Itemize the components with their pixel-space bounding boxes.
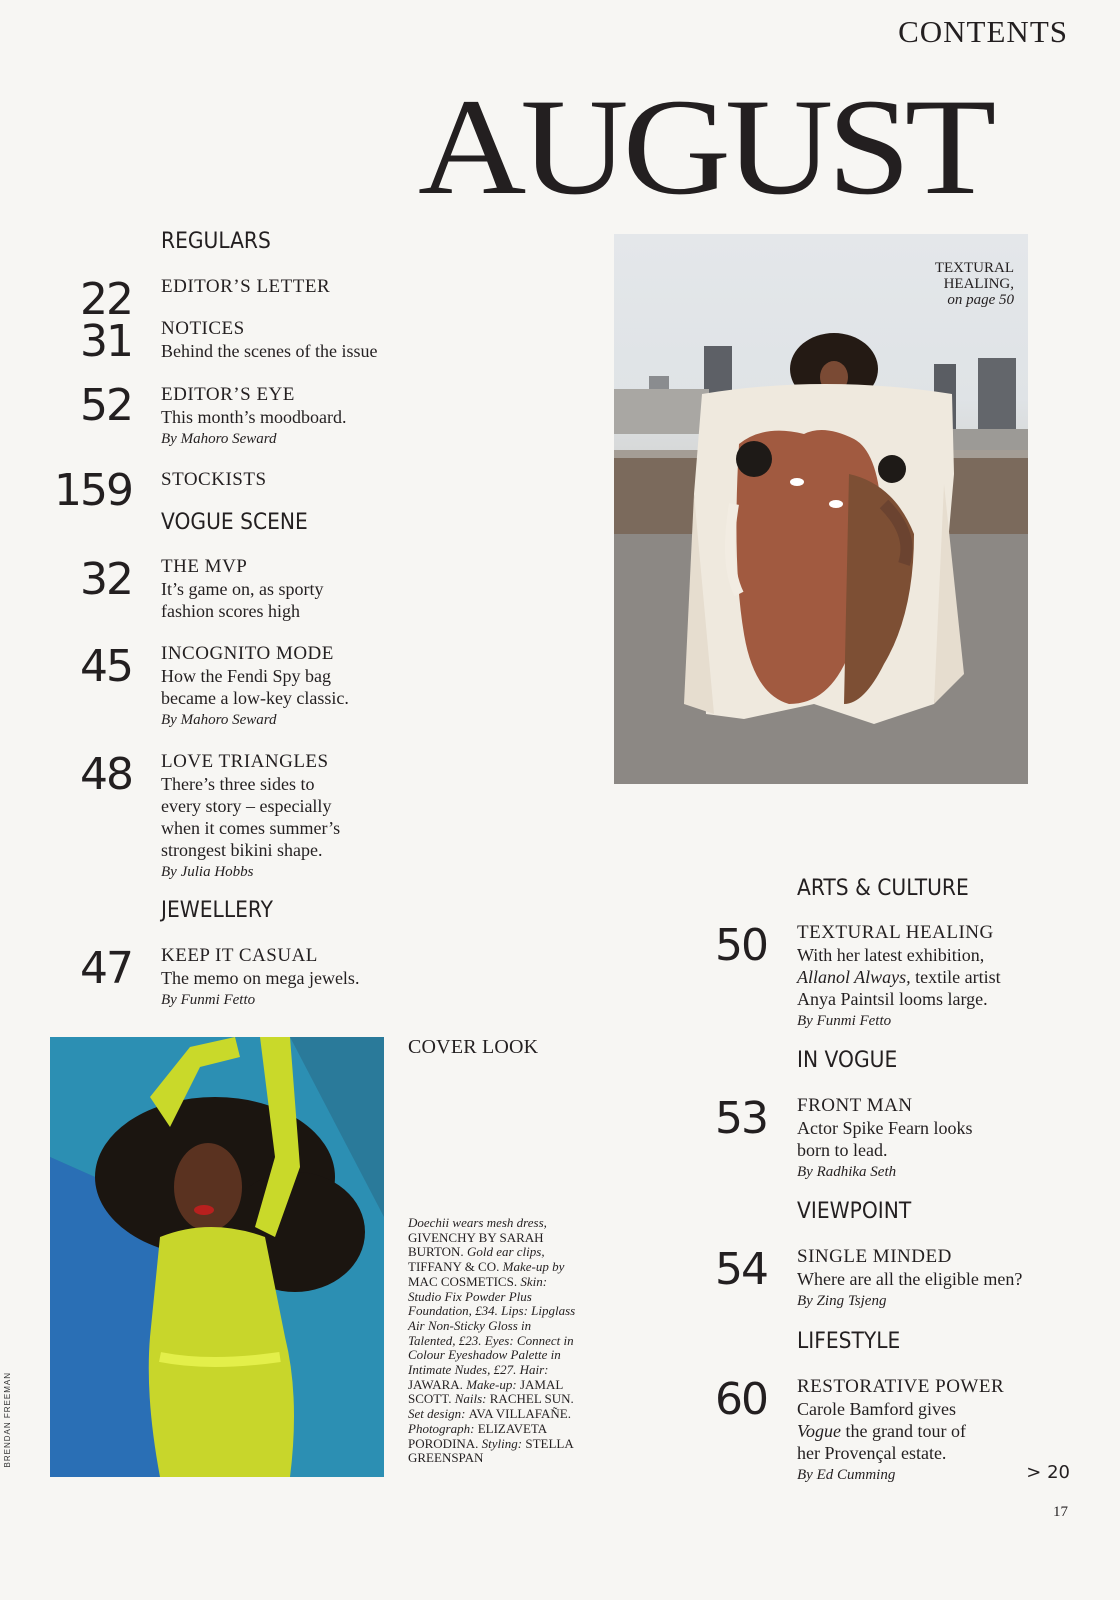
entry-title: RESTORATIVE POWER	[797, 1376, 1005, 1397]
entry-title: EDITOR’S EYE	[161, 384, 295, 405]
cover-credits	[408, 1216, 578, 1466]
page-number: 47	[80, 943, 132, 994]
entry-title: FRONT MAN	[797, 1095, 913, 1116]
entry-byline: By Funmi Fetto	[161, 992, 256, 1008]
entry-description: It’s game on, as sporty	[161, 579, 324, 599]
cover-photo[interactable]	[50, 1037, 384, 1477]
credit-run: Skin: Studio Fix Powder Plus Foundation, £34. Lips: Lipglass Air Non-Sticky Gloss in Talented, £23. Eyes: Connect in Colour Eyeshadow Palette in Intimate Nudes, £27. Hair:	[408, 1273, 576, 1378]
entry-description: Where are all the eligible men?	[797, 1269, 1023, 1289]
caption-line: HEALING,	[943, 276, 1014, 292]
section-heading-arts-culture: ARTS & CULTURE	[797, 876, 969, 901]
entry-title: EDITOR’S LETTER	[161, 276, 331, 297]
credit-run: Set design:	[408, 1406, 469, 1422]
credit-run: Make-up by	[502, 1259, 565, 1275]
continue-link[interactable]: > 20	[1026, 1462, 1070, 1483]
credit-run: ELIZAVETA PORODINA.	[408, 1420, 547, 1451]
entry-description: Anya Paintsil looms large.	[797, 989, 988, 1009]
credit-run: MAC COSMETICS.	[408, 1273, 521, 1289]
entry-title: NOTICES	[161, 318, 245, 339]
entry-byline: By Mahoro Seward	[161, 431, 277, 447]
entry-description: There’s three sides to	[161, 774, 315, 794]
credit-run: RACHEL SUN.	[489, 1391, 574, 1407]
credit-run: Gold ear clips,	[466, 1244, 545, 1260]
credit-run: Make-up:	[466, 1376, 520, 1392]
entry-byline: By Radhika Seth	[797, 1164, 897, 1180]
page-number: 22	[80, 274, 132, 325]
page-number: 159	[54, 465, 132, 516]
rooftop-artwork-image	[614, 234, 1028, 784]
entry-description	[797, 1420, 1057, 1442]
page-number: 45	[80, 641, 132, 692]
page-number: 31	[80, 316, 132, 367]
page-number: 60	[715, 1374, 767, 1425]
page-number: 52	[80, 380, 132, 431]
section-heading-jewellery: JEWELLERY	[161, 898, 274, 923]
credit-run: JAMAL SCOTT.	[408, 1376, 563, 1407]
caption-line: TEXTURAL	[934, 260, 1014, 276]
section-heading-in-vogue: IN VOGUE	[797, 1048, 898, 1073]
magazine-name: Vogue	[797, 1421, 841, 1441]
section-heading-regulars: REGULARS	[161, 229, 271, 254]
credit-run: Nails:	[454, 1391, 490, 1407]
caption-page-ref: on page 50	[947, 292, 1014, 308]
entry-description: Behind the scenes of the issue	[161, 341, 378, 361]
entry-description: every story – especially	[161, 796, 332, 816]
entry-byline: By Ed Cumming	[797, 1467, 896, 1483]
photo-credit: BRENDAN FREEMAN	[3, 1372, 12, 1468]
page-number: 48	[80, 749, 132, 800]
credit-run: Styling:	[481, 1435, 526, 1451]
page-number: 50	[715, 920, 767, 971]
cover-look-heading: COVER LOOK	[408, 1036, 539, 1058]
page-number: 32	[80, 554, 132, 605]
entry-description-part: textile artist	[910, 967, 1001, 987]
entry-byline: By Zing Tsjeng	[797, 1293, 887, 1309]
credit-run: GIVENCHY BY SARAH BURTON.	[408, 1229, 544, 1260]
cover-model-image	[50, 1037, 384, 1477]
entry-description: How the Fendi Spy bag	[161, 666, 331, 686]
credit-run: Doechii wears mesh dress,	[408, 1215, 547, 1230]
entry-description: Carole Bamford gives	[797, 1399, 956, 1419]
entry-byline: By Mahoro Seward	[161, 712, 277, 728]
entry-title: KEEP IT CASUAL	[161, 945, 318, 966]
page-number: 53	[715, 1093, 767, 1144]
exhibition-title: Allanol Always,	[797, 967, 911, 987]
credit-run: AVA VILLAFAÑE.	[468, 1406, 571, 1422]
entry-title: SINGLE MINDED	[797, 1246, 952, 1267]
page-title: AUGUST	[418, 70, 991, 224]
credit-run: STELLA GREENSPAN	[408, 1435, 574, 1466]
entry-description	[797, 966, 1057, 988]
entry-description: when it comes summer’s	[161, 818, 341, 838]
photo-caption	[935, 260, 1014, 308]
entry-description: The memo on mega jewels.	[161, 968, 360, 988]
entry-byline: By Julia Hobbs	[161, 864, 254, 880]
entry-description-part: the grand tour of	[841, 1421, 966, 1441]
entry-title: TEXTURAL HEALING	[797, 922, 994, 943]
entry-title: THE MVP	[161, 556, 248, 577]
entry-title: LOVE TRIANGLES	[161, 751, 329, 772]
feature-photo[interactable]	[614, 234, 1028, 784]
entry-description: strongest bikini shape.	[161, 840, 323, 860]
credit-run: Photograph:	[408, 1420, 478, 1436]
credit-run: TIFFANY & CO.	[408, 1259, 503, 1275]
entry-title: STOCKISTS	[161, 469, 267, 490]
section-heading-vogue-scene: VOGUE SCENE	[161, 510, 308, 535]
page-number: 54	[715, 1244, 767, 1295]
section-heading-lifestyle: LIFESTYLE	[797, 1329, 901, 1354]
entry-description: With her latest exhibition,	[797, 945, 985, 965]
credit-run: JAWARA.	[408, 1376, 467, 1392]
section-label: CONTENTS	[898, 14, 1068, 49]
section-heading-viewpoint: VIEWPOINT	[797, 1199, 912, 1224]
entry-description: This month’s moodboard.	[161, 407, 347, 427]
page-number-footer: 17	[1053, 1504, 1068, 1520]
entry-title: INCOGNITO MODE	[161, 643, 334, 664]
entry-description: became a low-key classic.	[161, 688, 349, 708]
entry-description: Actor Spike Fearn looks	[797, 1118, 973, 1138]
entry-description: born to lead.	[797, 1140, 888, 1160]
entry-description: her Provençal estate.	[797, 1443, 947, 1463]
entry-description: fashion scores high	[161, 601, 300, 621]
entry-byline: By Funmi Fetto	[797, 1013, 892, 1029]
